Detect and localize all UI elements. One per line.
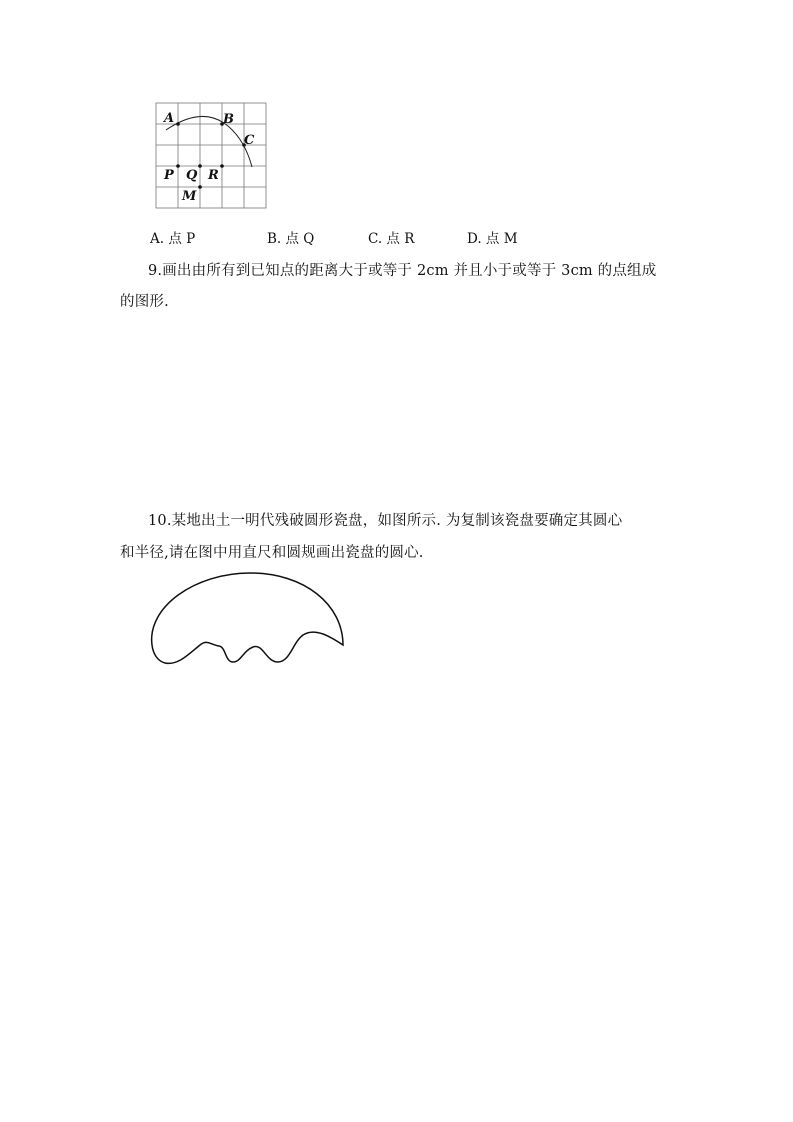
broken-plate-figure xyxy=(145,567,350,672)
option-a: A. 点 P xyxy=(150,231,196,247)
question-10-line-2: 和半径,请在图中用直尺和圆规画出瓷盘的圆心. xyxy=(120,545,424,561)
label-b: B xyxy=(223,112,234,127)
label-q: Q xyxy=(186,168,198,183)
label-p: P xyxy=(164,168,174,183)
option-d: D. 点 M xyxy=(467,231,518,247)
point-m xyxy=(198,185,202,189)
label-a: A xyxy=(164,111,175,126)
plate-outline xyxy=(152,573,343,663)
label-m: M xyxy=(182,189,197,204)
question-9-line-2: 的图形. xyxy=(120,294,169,310)
label-c: C xyxy=(244,133,255,148)
option-c: C. 点 R xyxy=(368,231,415,247)
question-10-line-1: 10.某地出土一明代残破圆形瓷盘，如图所示. 为复制该瓷盘要确定其圆心 xyxy=(148,513,623,529)
question-9-line-1: 9.画出由所有到已知点的距离大于或等于 2cm 并且小于或等于 3cm 的点组成 xyxy=(148,263,657,279)
label-r: R xyxy=(208,168,219,183)
point-q xyxy=(198,164,202,168)
grid-figure xyxy=(152,101,268,211)
point-p xyxy=(176,164,180,168)
point-a xyxy=(176,122,180,126)
option-b: B. 点 Q xyxy=(267,231,315,247)
point-r xyxy=(220,164,224,168)
